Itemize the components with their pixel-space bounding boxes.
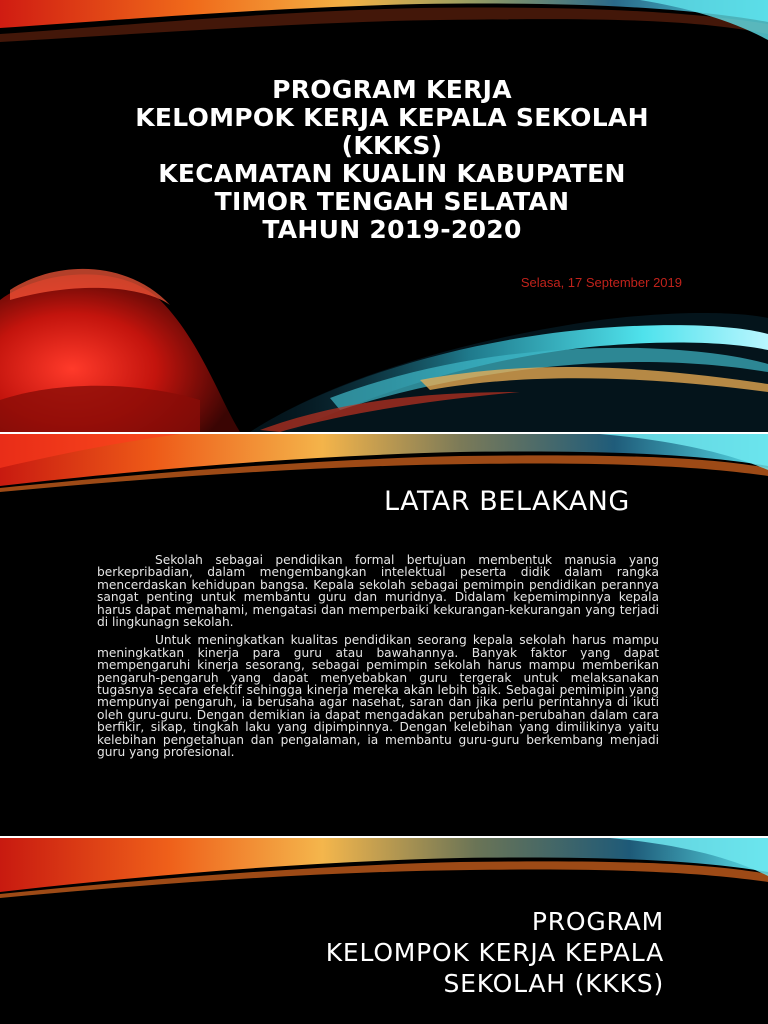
heading-line: SEKOLAH (KKKS)	[443, 969, 664, 998]
slide-background-info	[0, 434, 768, 836]
section-body	[97, 554, 659, 765]
title-line: TAHUN 2019-2020	[262, 215, 522, 244]
section-heading: LATAR BELAKANG	[384, 486, 630, 517]
heading-line: KELOMPOK KERJA KEPALA	[325, 938, 664, 967]
title-line: PROGRAM KERJA	[272, 75, 512, 104]
program-heading	[326, 906, 664, 999]
slide-program	[0, 838, 768, 1024]
slide-title-text	[0, 76, 768, 244]
title-line: (KKKS)	[341, 131, 443, 160]
title-line: KELOMPOK KERJA KEPALA SEKOLAH	[135, 103, 649, 132]
heading-line: PROGRAM	[531, 907, 664, 936]
body-paragraph: Sekolah sebagai pendidikan formal bertujuan membentuk manusia yang berkepribadian, dalam mengembangkan intelektual peserta didik dalam rangka mencerdaskan kehidupan bangsa. Kepala sekolah sebagai pemimpin pendidikan perannya sangat penting untuk membantu guru dan muridnya. Didalam kepemimpinnya kepala harus dapat memahami, mengatasi dan memperbaiki kekurangan-kekurangan yang terjadi di lingkunagn sekolah.	[97, 553, 659, 630]
title-line: TIMOR TENGAH SELATAN	[214, 187, 570, 216]
title-line: KECAMATAN KUALIN KABUPATEN	[158, 159, 626, 188]
body-paragraph: Untuk meningkatkan kualitas pendidikan seorang kepala sekolah harus mampu meningkatkan kinerja para guru atau bawahannya. Banyak faktor yang dapat mempengaruhi kinerja sesorang, sebagai pemimpin sekolah harus mampu memberikan pengaruh-pengaruh yang dapat menyebabkan guru tergerak untuk melaksanakan tugasnya secara efektif sehingga kinerja mereka akan lebih baik. Sebagai pemimipin yang mempunyai pengaruh, ia berusaha agar nasehat, saran dan jika perlu perintahnya di ikuti oleh guru-guru. Dengan demikian ia dapat mengadakan perubahan-perubahan dalam cara berfikir, sikap, tingkah laku yang dipimpinnya. Dengan kelebihan yang dimilikinya yaitu kelebihan pengetahuan dan pengalaman, ia membantu guru-guru berkembang menjadi guru yang profesional.	[97, 633, 659, 760]
slide-title	[0, 0, 768, 432]
slide-date: Selasa, 17 September 2019	[520, 275, 682, 290]
